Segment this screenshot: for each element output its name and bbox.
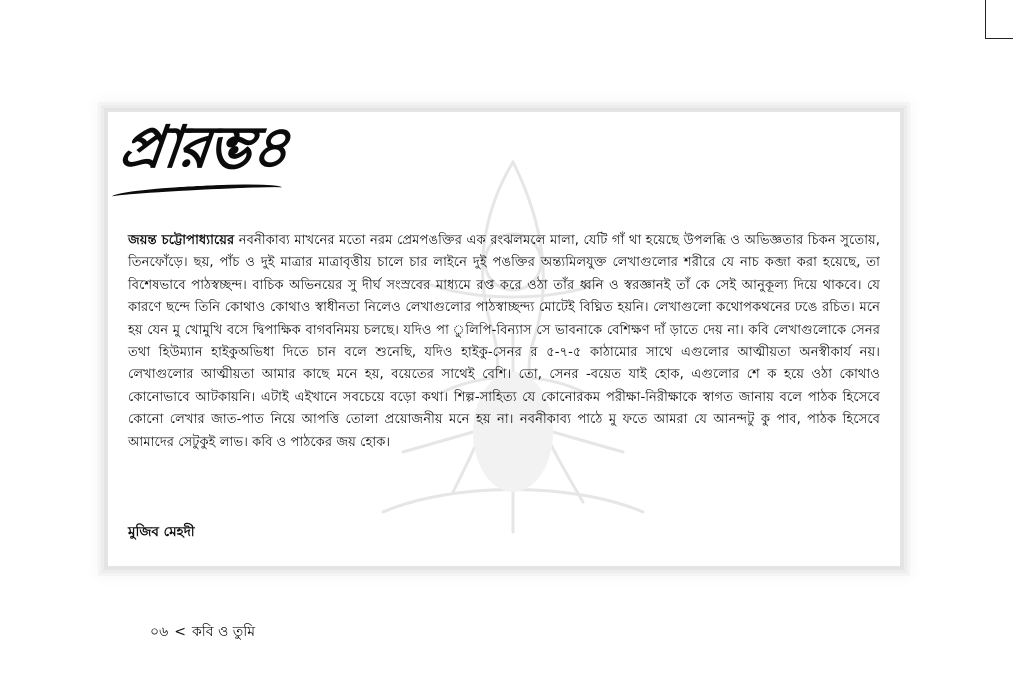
foreword-paragraph (128, 230, 880, 454)
foreword-text: নবনীকাব্য মাখনের মতো নরম প্রেমপঙক্তির এক রংঝলমলে মালা, যেটি গাঁ থা হয়েছে উপলব্ধি ও অভিজ্ঞতার চিকন সুতোয়, তিনফোঁড়ে। ছয়, পাঁচ ও দুই মাত্রার মাত্রাবৃত্তীয় চালে চার লাইনে দুই পঙক্তির অন্ত্যমিলযুক্ত লেখাগুলোর শরীরে যে নাচ কব্জা করা হয়েছে, তা বিশেষভাবে পাঠস্বচ্ছন্দ। বাচিক অভিনয়ের সু দীর্ঘ সংস্রবের মাধ্যমে রপ্ত করে ওঠা তাঁর ধ্বনি ও স্বরজ্ঞানই তাঁ কে সেই আনুকূল্য দিয়ে থাকবে। যে কারণে ছন্দে তিনি কোথাও কোথাও স্বাধীনতা নিলেও লেখাগুলোর পাঠস্বাচ্ছন্দ্য মোটেই বিঘ্নিত হয়নি। লেখাগুলো কথোপকথনের ঢঙে রচিত। মনে হয় যেন মু খোমুখি বসে দ্বিপাক্ষিক বাগবনিময় চলছে। যদিও পা ুলিপি-বিন্যাস সে ভাবনাকে বেশিক্ষণ দাঁ ড়াতে দেয় না। কবি লেখাগুলোকে সেনর তথা হিউম্যান হাইকুঅভিধা দিতে চান বলে শুনেছি, যদিও হাইকু-সেনর র ৫-৭-৫ কাঠামোর সাথে এগুলোর আত্মীয়তা অনস্বীকার্য নয়। লেখাগুলোর আত্মীয়তা আমার কাছে মনে হয়, বয়েতের সাথেই বেশি। তো, সেনর -বয়েত যাই হোক, এগুলোর শে ক হয়ে ওঠা কোথাও কোনোভাবে আটকায়নি। এটাই এইখানে সবচেয়ে বড়ো কথা। শিল্প-সাহিত্য যে কোনোরকম পরীক্ষা-নিরীক্ষাকে স্বাগত জানায় বলে পাঠক হিসেবে কোনো লেখার জাত-পাত নিয়ে আপত্তি তোলা প্রয়োজনীয় মনে হয় না। নবনীকাব্য পাঠে মু ফতে আমরা যে আনন্দটু কু পাব, পাঠক হিসেবে আমাদের সেটুকুই লাভ। কবি ও পাঠকের জয় হোক। (128, 233, 880, 450)
footer-separator: < (174, 624, 186, 640)
page-title: প্রারম্ভ৪ (116, 113, 292, 181)
page-footer (150, 620, 255, 644)
page-number: ০৬ (150, 624, 169, 640)
book-title: কবি ও তুমি (191, 624, 256, 640)
title-underline (112, 182, 282, 203)
crop-mark (985, 0, 986, 38)
signature-name: মুজিব মেহদী (128, 524, 195, 540)
content-frame (108, 112, 900, 566)
crop-mark (985, 38, 1013, 39)
author-name-inline: জয়ন্ত চট্টোপাধ্যায়ের (128, 233, 235, 248)
